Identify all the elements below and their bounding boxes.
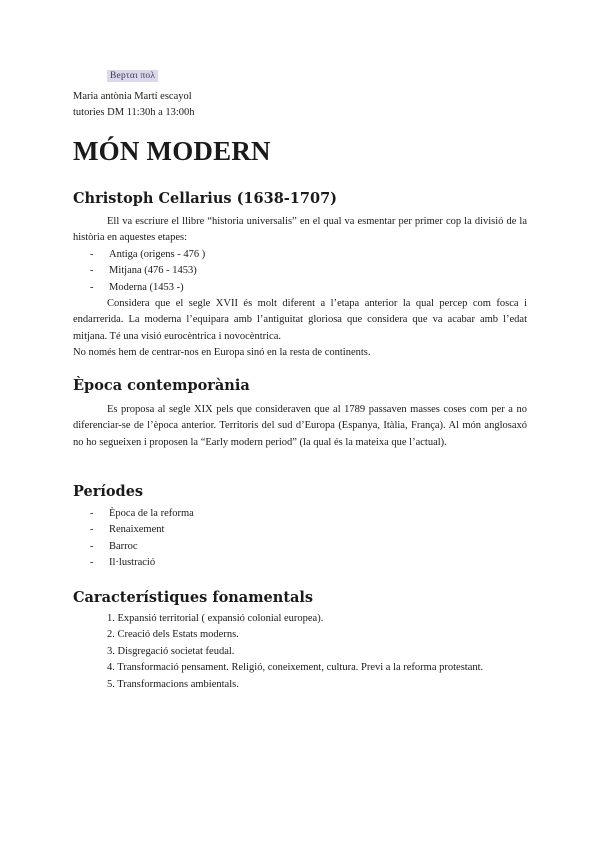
heading-cellarius: Christoph Cellarius (1638-1707) xyxy=(73,190,338,207)
cellarius-paragraph: Considera que el segle XVII és molt diferent a l’etapa anterior la qual percep com fosca i endarrerida. La moderna l’equipara amb l’antiguitat gloriosa que considera que va acabar amb l’edat mitjana. Té una visió eurocèntrica i novocèntrica. No només hem de centrar-nos en Europa sinó en la resta de continents. xyxy=(73,298,527,359)
list-item: 1. Expansió territorial ( expansió colonial europea). xyxy=(107,613,324,624)
list-item: - Il·lustració xyxy=(90,557,156,569)
list-item: - Antiga (origens - 476 ) xyxy=(90,249,206,260)
list-item: - Moderna (1453 -) xyxy=(90,281,184,293)
list-item: - Renaixement xyxy=(90,524,165,536)
author-line: Maria antònia Martí escayol xyxy=(73,91,192,102)
heading-contemporania: Època contemporània xyxy=(73,377,250,394)
list-item: 4. Transformació pensament. Religió, coneixement, cultura. Previ a la reforma protestant. xyxy=(107,662,484,674)
list-item: - Època de la reforma xyxy=(90,508,194,519)
header-stamp: Верται πολ xyxy=(107,70,158,82)
contemporania-paragraph: Es proposa al segle XIX pels que consideraven que al 1789 passaven masses coses com per a no diferenciar-se de l’època anterior. Territoris del sud d’Europa (Espanya, Itàlia, França). Al món anglosaxó no ho segueixen i proposen la “Early modern period” (la qual és la mateixa que l’actual). xyxy=(73,404,527,448)
page-title: MÓN MODERN xyxy=(73,136,271,166)
tutoring-line: tutories DM 11:30h a 13:00h xyxy=(73,107,195,118)
characteristics-list xyxy=(107,611,527,693)
list-item: 5. Transformacions ambientals. xyxy=(107,678,239,690)
list-item: - Barroc xyxy=(90,540,138,552)
heading-caracteristiques: Característiques fonamentals xyxy=(73,589,314,606)
list-item: 3. Disgregació societat feudal. xyxy=(107,645,235,657)
stages-list xyxy=(73,247,205,296)
cellarius-intro: Ell va escriure el llibre “historia universalis” en el qual va esmentar per primer cop la divisió de la història en aquestes etapes: xyxy=(73,216,527,244)
heading-periodes: Períodes xyxy=(73,483,144,500)
list-item: 2. Creació dels Estats moderns. xyxy=(107,629,239,641)
periods-list xyxy=(73,506,194,572)
list-item: - Mitjana (476 - 1453) xyxy=(90,265,197,277)
